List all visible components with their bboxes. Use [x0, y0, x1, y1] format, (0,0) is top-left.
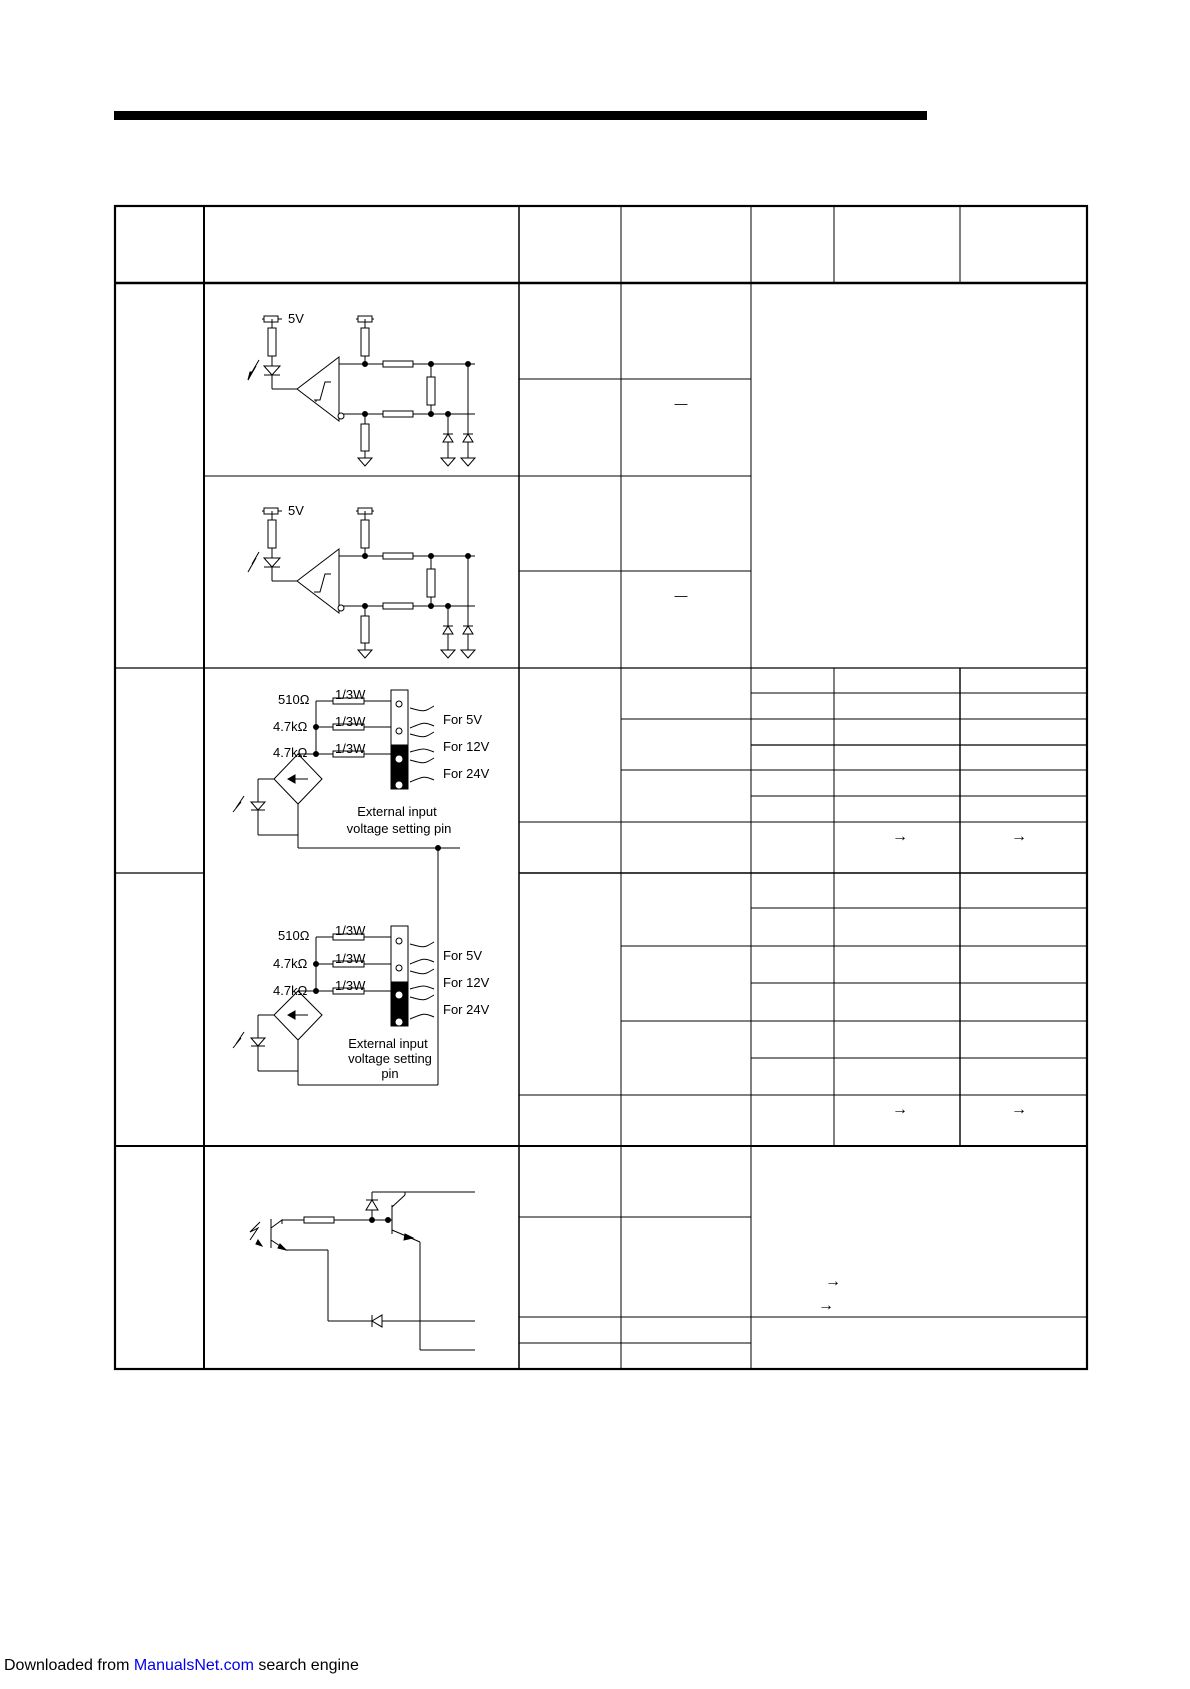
- pin-option-label: For 24V: [443, 766, 490, 781]
- pin-option-label: For 12V: [443, 975, 490, 990]
- manualsnet-link[interactable]: ManualsNet.com: [133, 1657, 254, 1674]
- pin-caption: voltage setting: [348, 1051, 432, 1066]
- arrow-mark: →: [818, 1297, 834, 1314]
- footer-prefix: Downloaded from: [4, 1657, 134, 1674]
- resistor-power-label: 1/3W: [335, 714, 366, 729]
- spec-table-grid: [115, 206, 1087, 1369]
- resistor-power-label: 1/3W: [335, 951, 366, 966]
- pin-caption: External input: [348, 1036, 428, 1051]
- overline-mark-2: —: [674, 588, 688, 603]
- overline-mark-1: —: [674, 396, 688, 411]
- pin-option-label: For 24V: [443, 1002, 490, 1017]
- pin-caption: voltage setting pin: [346, 821, 452, 836]
- arrow-mark: →: [1011, 828, 1027, 845]
- resistor-value-label: 4.7kΩ: [273, 719, 308, 734]
- resistor-power-label: 1/3W: [335, 687, 366, 702]
- resistor-power-label: 1/3W: [335, 923, 366, 938]
- supply-voltage-label: 5V: [288, 311, 304, 326]
- arrow-mark: →: [892, 1101, 908, 1118]
- resistor-value-label: 510Ω: [278, 692, 310, 707]
- resistor-power-label: 1/3W: [335, 741, 366, 756]
- download-footer: [4, 1657, 359, 1675]
- circuit-diagram-e: [250, 1192, 475, 1350]
- pin-caption: pin: [381, 1066, 399, 1081]
- resistor-value-label: 4.7kΩ: [273, 956, 308, 971]
- resistor-value-label: 4.7kΩ: [273, 983, 308, 998]
- pin-option-label: For 12V: [443, 739, 490, 754]
- footer-suffix: search engine: [253, 1657, 359, 1674]
- pin-caption: External input: [357, 804, 437, 819]
- pin-option-label: For 5V: [443, 948, 483, 963]
- circuit-diagram-b: [248, 508, 475, 658]
- arrow-mark: →: [1011, 1101, 1027, 1118]
- supply-voltage-label: 5V: [288, 503, 304, 518]
- resistor-value-label: 4.7kΩ: [273, 745, 308, 760]
- circuit-diagram-a: [248, 316, 475, 466]
- resistor-power-label: 1/3W: [335, 978, 366, 993]
- arrow-mark: →: [892, 828, 908, 845]
- resistor-value-label: 510Ω: [278, 928, 310, 943]
- heading-bar: [114, 111, 927, 120]
- arrow-mark: →: [825, 1273, 841, 1290]
- pin-option-label: For 5V: [443, 712, 483, 727]
